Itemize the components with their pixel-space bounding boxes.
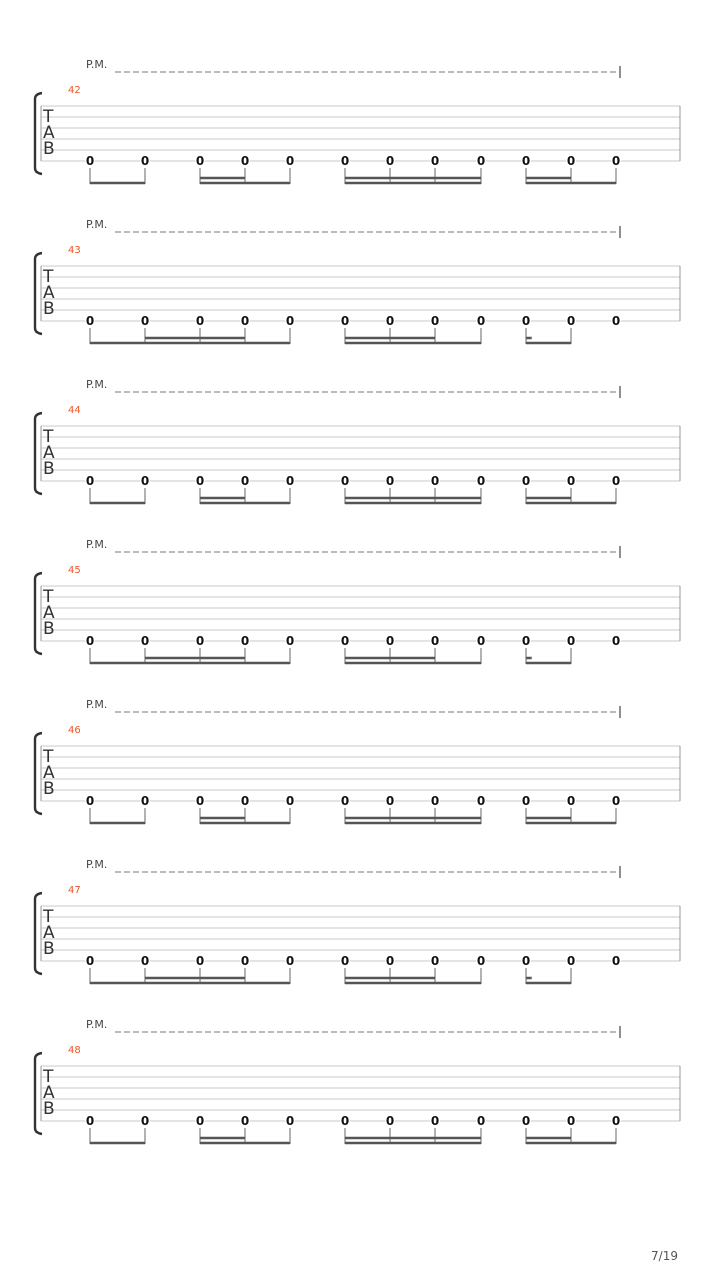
fret-number: 0 <box>611 954 621 968</box>
fret-number: 0 <box>195 634 205 648</box>
fret-number: 0 <box>385 794 395 808</box>
fret-number: 0 <box>195 954 205 968</box>
fret-number: 0 <box>611 314 621 328</box>
fret-number: 0 <box>195 794 205 808</box>
fret-number: 0 <box>521 314 531 328</box>
fret-number: 0 <box>385 634 395 648</box>
fret-number: 0 <box>140 634 150 648</box>
measure-number: 47 <box>68 885 81 896</box>
fret-number: 0 <box>340 474 350 488</box>
fret-number: 0 <box>566 154 576 168</box>
tab-clef-letter: B <box>43 939 55 959</box>
fret-number: 0 <box>521 474 531 488</box>
fret-number: 0 <box>611 634 621 648</box>
fret-number: 0 <box>611 474 621 488</box>
tab-system <box>35 58 680 184</box>
tab-clef-letter: A <box>43 283 55 303</box>
fret-number: 0 <box>85 314 95 328</box>
fret-number: 0 <box>566 474 576 488</box>
fret-number: 0 <box>285 474 295 488</box>
fret-number: 0 <box>430 794 440 808</box>
fret-number: 0 <box>521 1114 531 1128</box>
fret-number: 0 <box>195 154 205 168</box>
fret-number: 0 <box>140 474 150 488</box>
fret-number: 0 <box>285 954 295 968</box>
fret-number: 0 <box>240 1114 250 1128</box>
fret-number: 0 <box>85 154 95 168</box>
tab-clef-letter: B <box>43 1099 55 1119</box>
fret-number: 0 <box>240 634 250 648</box>
fret-number: 0 <box>285 634 295 648</box>
fret-number: 0 <box>340 314 350 328</box>
tab-clef-letter: A <box>43 603 55 623</box>
fret-number: 0 <box>195 314 205 328</box>
fret-number: 0 <box>285 314 295 328</box>
fret-number: 0 <box>140 154 150 168</box>
measure-number: 48 <box>68 1045 81 1056</box>
tab-clef-letter: B <box>43 139 55 159</box>
fret-number: 0 <box>566 794 576 808</box>
fret-number: 0 <box>430 314 440 328</box>
fret-number: 0 <box>385 954 395 968</box>
fret-number: 0 <box>430 954 440 968</box>
fret-number: 0 <box>476 954 486 968</box>
tab-clef-letter: A <box>43 1083 55 1103</box>
fret-number: 0 <box>476 1114 486 1128</box>
fret-number: 0 <box>476 634 486 648</box>
palm-mute-label: P.M. <box>86 698 108 711</box>
fret-number: 0 <box>240 474 250 488</box>
page-number: 7/19 <box>651 1249 678 1263</box>
fret-number: 0 <box>430 634 440 648</box>
fret-number: 0 <box>476 154 486 168</box>
palm-mute-label: P.M. <box>86 538 108 551</box>
tab-system <box>35 1018 680 1144</box>
fret-number: 0 <box>476 794 486 808</box>
tab-clef-letter: B <box>43 459 55 479</box>
fret-number: 0 <box>340 154 350 168</box>
palm-mute-label: P.M. <box>86 378 108 391</box>
fret-number: 0 <box>430 154 440 168</box>
fret-number: 0 <box>430 474 440 488</box>
tab-clef-letter: A <box>43 763 55 783</box>
tab-clef-letter: B <box>43 779 55 799</box>
palm-mute-label: P.M. <box>86 858 108 871</box>
fret-number: 0 <box>85 1114 95 1128</box>
tab-clef-letter: B <box>43 299 55 319</box>
fret-number: 0 <box>140 314 150 328</box>
fret-number: 0 <box>85 954 95 968</box>
fret-number: 0 <box>611 794 621 808</box>
tab-clef-letter: A <box>43 123 55 143</box>
tab-clef-letter: T <box>43 1067 54 1087</box>
palm-mute-label: P.M. <box>86 218 108 231</box>
fret-number: 0 <box>85 794 95 808</box>
fret-number: 0 <box>566 634 576 648</box>
fret-number: 0 <box>566 954 576 968</box>
fret-number: 0 <box>240 314 250 328</box>
fret-number: 0 <box>521 634 531 648</box>
fret-number: 0 <box>285 1114 295 1128</box>
fret-number: 0 <box>476 474 486 488</box>
fret-number: 0 <box>285 794 295 808</box>
fret-number: 0 <box>340 1114 350 1128</box>
fret-number: 0 <box>140 1114 150 1128</box>
palm-mute-label: P.M. <box>86 1018 108 1031</box>
tab-system <box>35 378 680 504</box>
tab-clef-letter: A <box>43 443 55 463</box>
fret-number: 0 <box>140 954 150 968</box>
fret-number: 0 <box>240 794 250 808</box>
fret-number: 0 <box>611 154 621 168</box>
tab-clef-letter: T <box>43 907 54 927</box>
fret-number: 0 <box>340 794 350 808</box>
fret-number: 0 <box>521 954 531 968</box>
fret-number: 0 <box>85 474 95 488</box>
fret-number: 0 <box>566 314 576 328</box>
tab-system <box>35 538 680 664</box>
measure-number: 46 <box>68 725 81 736</box>
fret-number: 0 <box>240 154 250 168</box>
tab-system <box>35 218 680 344</box>
fret-number: 0 <box>385 1114 395 1128</box>
fret-number: 0 <box>340 634 350 648</box>
tab-clef-letter: T <box>43 747 54 767</box>
tab-clef-letter: T <box>43 427 54 447</box>
measure-number: 45 <box>68 565 81 576</box>
fret-number: 0 <box>385 314 395 328</box>
measure-number: 44 <box>68 405 81 416</box>
tab-clef-letter: T <box>43 107 54 127</box>
fret-number: 0 <box>240 954 250 968</box>
measure-number: 42 <box>68 85 81 96</box>
tab-system <box>35 858 680 984</box>
fret-number: 0 <box>521 794 531 808</box>
fret-number: 0 <box>195 1114 205 1128</box>
fret-number: 0 <box>521 154 531 168</box>
palm-mute-label: P.M. <box>86 58 108 71</box>
tab-clef-letter: T <box>43 267 54 287</box>
fret-number: 0 <box>476 314 486 328</box>
fret-number: 0 <box>340 954 350 968</box>
fret-number: 0 <box>385 154 395 168</box>
fret-number: 0 <box>566 1114 576 1128</box>
tab-clef-letter: A <box>43 923 55 943</box>
tab-system <box>35 698 680 824</box>
fret-number: 0 <box>285 154 295 168</box>
tab-clef-letter: T <box>43 587 54 607</box>
fret-number: 0 <box>611 1114 621 1128</box>
tab-clef-letter: B <box>43 619 55 639</box>
measure-number: 43 <box>68 245 81 256</box>
fret-number: 0 <box>140 794 150 808</box>
fret-number: 0 <box>385 474 395 488</box>
fret-number: 0 <box>85 634 95 648</box>
fret-number: 0 <box>195 474 205 488</box>
fret-number: 0 <box>430 1114 440 1128</box>
